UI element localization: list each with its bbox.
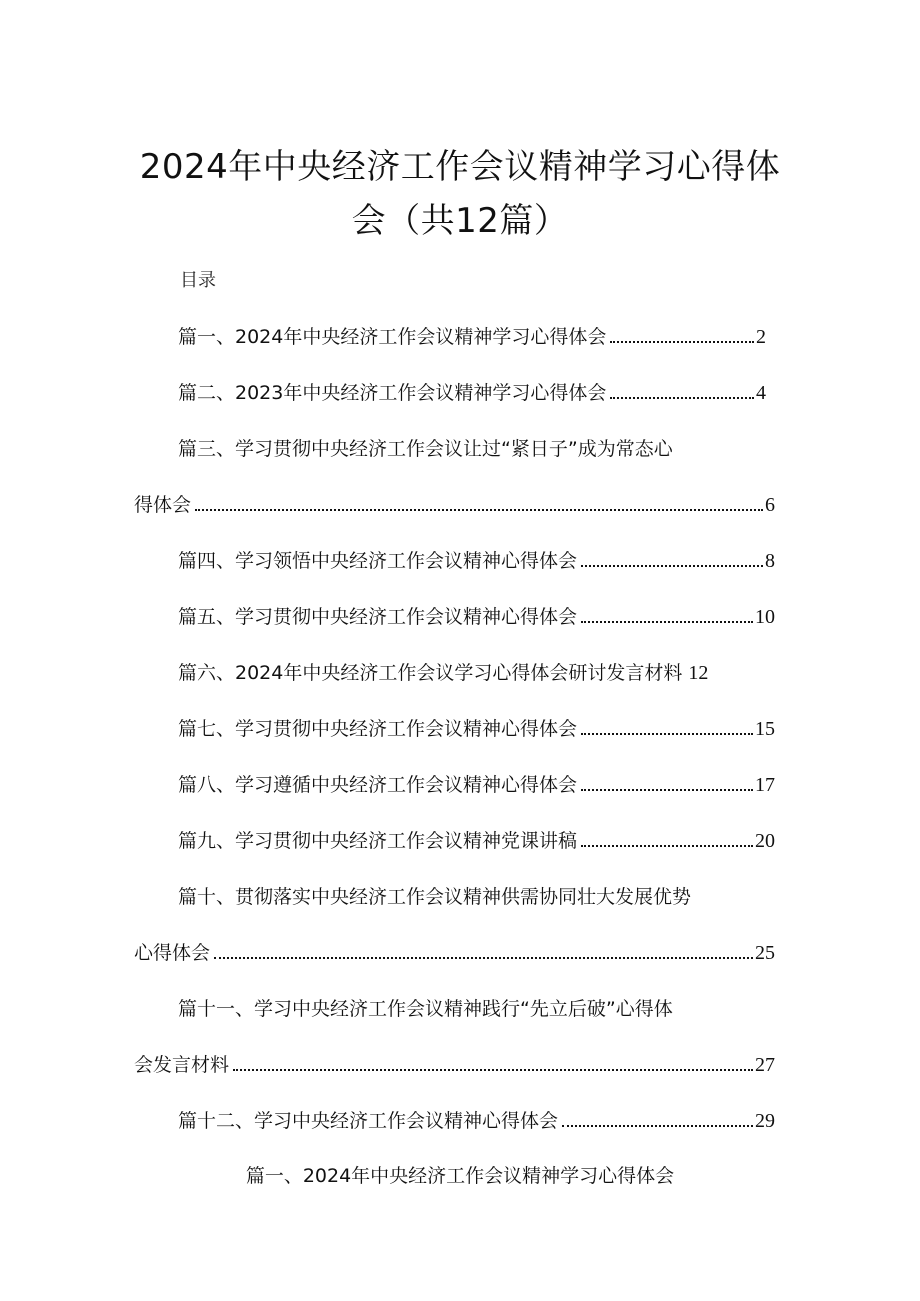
dot-leader	[195, 509, 763, 511]
toc-entry-text: 篇五、学习贯彻中央经济工作会议精神心得体会	[178, 606, 578, 628]
toc-entry-12[interactable]	[178, 1108, 775, 1134]
toc-entry-text: 篇二、2023年中央经济工作会议精神学习心得体会	[178, 382, 607, 404]
dot-leader	[581, 565, 763, 567]
toc-page-number: 25	[755, 942, 775, 964]
toc-entry-text: 篇九、学习贯彻中央经济工作会议精神党课讲稿	[178, 830, 578, 852]
toc-entry-text: 篇三、学习贯彻中央经济工作会议让过“紧日子”成为常态心	[178, 438, 673, 460]
dot-leader	[562, 1125, 753, 1127]
toc-entry-7[interactable]	[178, 716, 775, 742]
dot-leader	[214, 957, 753, 959]
toc-page-number: 2	[756, 326, 766, 348]
toc-entry-11-continuation[interactable]	[134, 1052, 775, 1078]
toc-entry-6[interactable]	[178, 660, 708, 686]
toc-page-number: 15	[755, 718, 775, 740]
toc-entry-text: 篇八、学习遵循中央经济工作会议精神心得体会	[178, 774, 578, 796]
toc-entry-9[interactable]	[178, 828, 775, 854]
toc-entry-text: 篇四、学习领悟中央经济工作会议精神心得体会	[178, 550, 578, 572]
toc-page-number: 20	[755, 830, 775, 852]
dot-leader	[233, 1069, 753, 1071]
toc-entry-text: 篇十二、学习中央经济工作会议精神心得体会	[178, 1110, 559, 1132]
dot-leader	[581, 621, 753, 623]
title-line-1: 2024年中央经济工作会议精神学习心得体	[139, 147, 781, 187]
title-line-2: 会（共12篇）	[351, 201, 569, 241]
dot-leader	[610, 397, 754, 399]
dot-leader	[581, 733, 753, 735]
toc-entry-4[interactable]	[178, 548, 775, 574]
toc-entry-3-continuation[interactable]	[134, 492, 775, 518]
toc-entry-text: 篇六、2024年中央经济工作会议学习心得体会研讨发言材料	[178, 662, 683, 684]
toc-entry-11[interactable]	[178, 996, 673, 1022]
toc-page-number: 17	[755, 774, 775, 796]
document-title	[110, 140, 810, 248]
toc-heading: 目录	[180, 270, 216, 291]
toc-page-number: 29	[755, 1110, 775, 1132]
toc-entry-continuation: 得体会	[134, 494, 192, 516]
dot-leader	[581, 845, 753, 847]
toc-entry-10[interactable]	[178, 884, 691, 910]
toc-entry-continuation: 会发言材料	[134, 1054, 230, 1076]
toc-entry-text: 篇七、学习贯彻中央经济工作会议精神心得体会	[178, 718, 578, 740]
toc-entry-continuation: 心得体会	[134, 942, 211, 964]
toc-entry-5[interactable]	[178, 604, 775, 630]
toc-page-number: 4	[756, 382, 766, 404]
section-heading: 篇一、2024年中央经济工作会议精神学习心得体会	[245, 1165, 675, 1187]
dot-leader	[581, 789, 753, 791]
toc-entry-text: 篇一、2024年中央经济工作会议精神学习心得体会	[178, 326, 607, 348]
toc-entry-text: 篇十一、学习中央经济工作会议精神践行“先立后破”心得体	[178, 998, 673, 1020]
toc-entry-8[interactable]	[178, 772, 775, 798]
toc-entry-text: 篇十、贯彻落实中央经济工作会议精神供需协同壮大发展优势	[178, 886, 692, 908]
toc-entry-10-continuation[interactable]	[134, 940, 775, 966]
toc-entry-2[interactable]	[178, 380, 766, 406]
toc-entry-1[interactable]	[178, 324, 766, 350]
toc-page-number: 8	[765, 550, 775, 572]
toc-page-number: 27	[755, 1054, 775, 1076]
toc-page-number: 12	[688, 662, 709, 684]
dot-leader	[610, 341, 754, 343]
toc-page-number: 10	[755, 606, 775, 628]
toc-entry-3[interactable]	[178, 436, 673, 462]
toc-page-number: 6	[765, 494, 775, 516]
